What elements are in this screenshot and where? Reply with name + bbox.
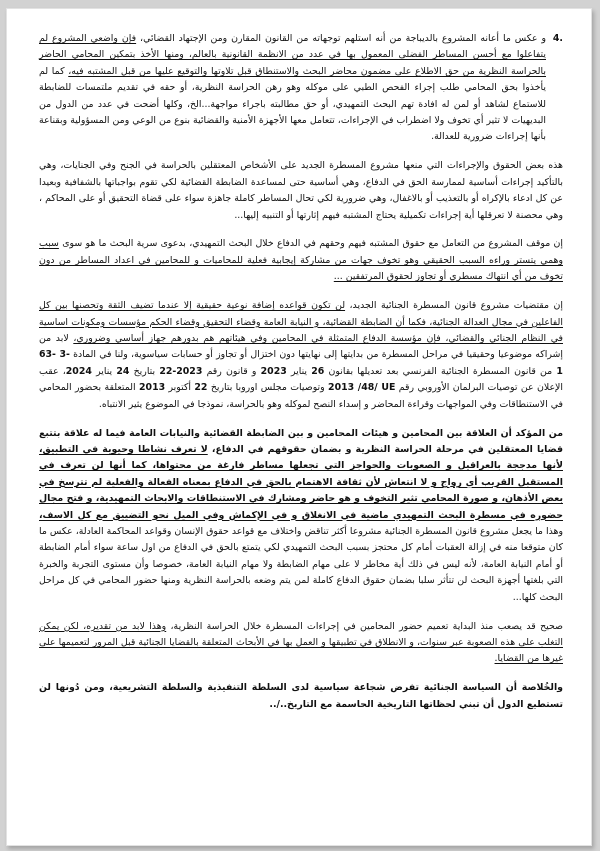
text-run: ، عقب الإعلان عن توصيات البرلمان الأوروبي رقم [39,365,563,394]
text-run: أكتوبر [165,382,195,394]
text-run: بتاريخ [129,365,160,377]
paragraph-para-conclusion [39,680,563,713]
text-run: لن تكون قواعده إضافة نوعية حقيقية إلا عندما تضيف الثقة وتحصنها بين كل الفاعلين في مجال العدالة الجنائية، فكما أن الضابطة القضائية، و النيابة العامة وقضاء التحقيق وقضاء الحكم مؤسسات ومكونات اساسية في النظام الجنائي والقضائي، فإن مؤسسة الدفاع المتمثلة في المحامين وفي هيئاتهم هم بدورهم جهاز أساسي وضروري، [39,300,563,344]
text-run: يناير [286,365,312,377]
document-page [6,8,592,846]
text-run: و عكس ما أعانه المشروع بالديباجة من أنه استلهم توجهاته من القانون المقارن ومن الإجتهاد القضائي، [136,33,546,44]
text-run: 26 [311,365,325,377]
text-run: من قانون المسطرة الجنائية الفرنسي بعد تعديلها بقانون [324,365,557,377]
text-run: وهذا لابد من تقديره، لكن يمكن التغلب على هذه الصعوبة عبر سنوات، و الانطلاق في تطبيقها و العمل بها في الأبحاث المتعلقة بالقضايا الجنائية قبل المرور لتعميمها على غيرها من القضايا. [39,620,563,665]
paragraph-para-4 [39,31,563,146]
text-run: إن مقتضيات مشروع قانون المسطرة الجنائية الجديد، [345,300,563,312]
text-run: والخُلاصة أن السياسة الجنائية تفرض شجاعة سياسية لدى السلطة التنفيذية والسلطة التشريعية، ومن دُونها لن تستطيع الدول أن تبني لحظاتها التاريخية الحاسمة مع التاريخ../.. [39,682,563,710]
paragraph-para-difficulty [39,619,563,668]
paragraph-para-relationship [39,426,563,606]
text-run: 22-2023 [159,365,203,377]
text-run: كما لم يأخذوا بحق المحامي طلب إجراء الفحص الطبي على موكله وهو رهن الحراسة النظرية، أو حقه في تقديم ملتمسات للضابطة للاستماع لشاهد أو لمن له افادة تهم البحث التمهيدي، أو حق مطالبته باجراء مواجهة...الخ، وكلها أضحت في عدد من الدول من البديهيات لا تثير أي تخوف ولا اضطراب في الإجراءات، تتعامل معها الأجهزة الأمنية والقضائية بنوع من الوعي ومن المسؤولية وبقناعة بأنها إجراءات ضرورية للعدالة. [39,65,546,143]
paragraph-para-rights [39,158,563,224]
text-run: المتعلقة بحضور المحامي في الاستنطاقات وفي المواجهات وقراءة المحاضر و إسداء النصح لموكله وهو بالحراسة، نموذجا في الموضوع يثير الانتباه. [39,382,563,410]
text-run: وتوصيات مجلس اوروبا بتاريخ [207,382,329,394]
text-run: 2013 /48/ UE [328,382,396,394]
paragraph-para-requirements [39,298,563,413]
list-number: 4. [552,33,563,44]
text-run: 22 [194,382,208,394]
text-run: 24 [116,365,130,377]
text-run: وهذا ما يجعل مشروع قانون المسطرة الجنائية مشروعا أكثر تناقض واختلاف مع قواعد حقوق الإنسان وقواعد المحاكمة العادلة، عكس ما كان متوقعا منه في إزالة العقبات أمام كل محتجز بسبب البحث التمهيدي لكي يتمتع بالحق في الدفاع من اول ساعة سواء أمام الضابطة أو أمام النيابة العامة، لأنه ليس في ذلك أية مخاطر لا على مهام الضابطة ولا مهام النيابة العامة، خصوصا وأن مستوى التجربة والخبرة التي بلغتها أجهزة البحث لن تتأثر سلبا بضمان حقوق الدفاع كاملة لمن يتم وضعه بالحراسة النظرية ومنها حضور المحامي في كل مراحل البحث كلها... [39,525,563,603]
text-run: 2024 [65,365,92,377]
document-body [39,31,563,713]
text-run: من المؤكد أن العلاقة بين المحامين و هيئات المحامين و بين الضابطة القضائية والنيابات العامة فيما له علاقة بتتبع قضايا المعتقلين في مرحلة الحراسة النظرية و بضمان حقوقهم في الدفاع، [39,427,563,455]
text-run: لابد من إشراكه موضوعيا وحقيقيا في مراحل المسطرة من بدايتها إلى نهايتها دون اختزال أو تجاوز أو حسابات سياسوية، ولنا في المادة [39,333,563,361]
text-run: فإن واضعي المشروع لم يتفاعلوا مع أحسن المساطر الفضلى المعمول بها في عدد من الانظمة القانونية بالعالم، ومنها الأخذ بتمكين المحامي الحاضر بالحراسة النظرية من حق الاطلاع على مضمون محاضر البحث والاستنطاق قبل تلاوتها والتوقيع عليها من قبل المشتبه فيه، [39,33,546,77]
text-run: لا تعرف نشاطا وحيوية في التطبيق، لأنها مدججة بالعراقيل و الصعوبات والحواجز التي تجعلها مساطر فارغة من محتواها، كما أنها لن تعرف في المستقبل القريب أي رواج و لا انتعاش لأن ثقافة الاهتمام بالحق في الدفاع بمعناه الفعالة والفعلية لم تترسخ في بعض الأذهان، و صورة المحامي تثير التخوف و هو حاضر ومشارك في الاستنطاقات والابحاث التمهيدية، و فتح مجال حضوره في مسطرة البحث التمهيدي ماضية في الانغلاق و في الإكماش وفي الميل نحو التضييق مع كل الاسف، [39,443,563,521]
text-run: 2013 [139,382,166,394]
text-run: صحيح قد يصعب منذ البداية تعميم حضور المحامين في إجراءات المسطرة خلال الحراسة النظرية، [166,620,563,632]
text-run: 63- 3- 1 [39,349,563,377]
text-run: سبب وهمي يتستر وراءه السبب الحقيقي وهو تخوف جهات من مشاركة إيجابية فعلية للمحاميات و للمحامين في اعداد المساطر من دون تخوف من أي انتهاك مسطري أو تجاوز لحقوق المرتفقين ... [39,238,563,283]
text-run: إن موقف المشروع من التعامل مع حقوق المشتبه فيهم وحقهم في الدفاع خلال البحث التمهيدي، بدعوى سرية البحث ما هو سوى [58,238,563,250]
text-run: و قانون رقم [202,365,261,377]
paragraph-para-secrecy [39,236,563,285]
text-run: هذه بعض الحقوق والإجراءات التي منعها مشروع المسطرة الجديد على الأشخاص المعتقلين بالحراسة في الجنح وفي الجنايات، وهي بالتأكيد إجراءات أساسية لممارسة الحق في الدفاع، وهي أساسية حتى لمساعدة الضابطة القضائية لكي تقوم بواجباتها بالشفافية وبعيدا عن كل ادعاء بالإكراه أو بالتعذيب أو بالاغفال، وهي ضرورية لكي تحال المساطر كاملة جاهزة سواء على قضاة التحقيق أو على المحاكم ، وهي محصنة لا تعرقلها أية إجراءات تكميلية يحتاج المشتبه فيهم إثارتها أو التنبيه إليها... [39,160,563,221]
text-run: 2023 [260,365,287,377]
text-run: يناير [91,365,117,377]
